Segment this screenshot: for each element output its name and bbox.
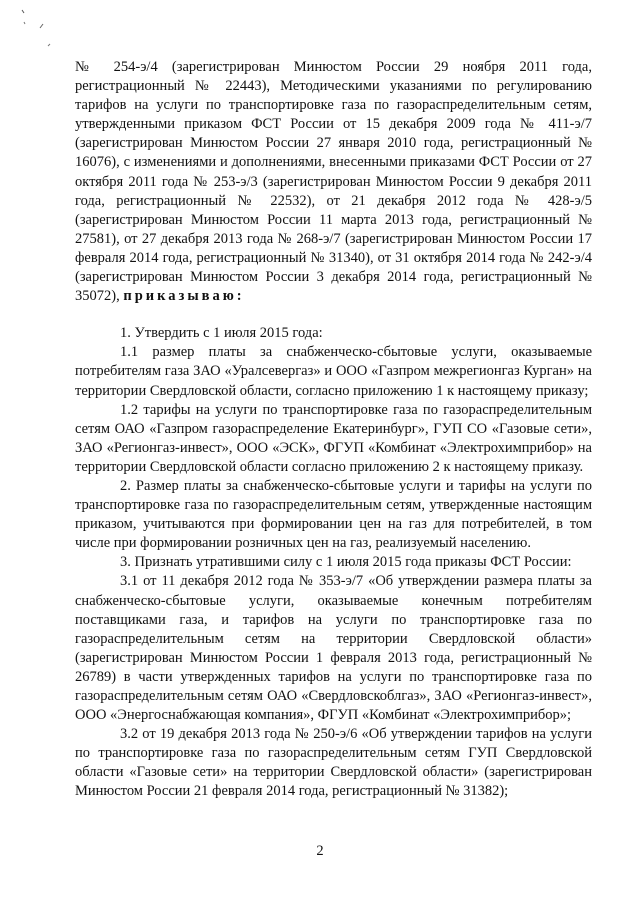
- paragraph-3-2: 3.2 от 19 декабря 2013 года № 250-э/6 «Об утверждении тарифов на услуги по транспортировке газа по газораспределительным сетям ГУП Свердловской области «Газовые сети» на территории Свердловской области» (зарегистрирован Минюстом России 21 февраля 2014 года, регистрационный № 31382);: [75, 726, 592, 800]
- paragraph-3-1: 3.1 от 11 декабря 2012 года № 353-э/7 «Об утверждении размера платы за снабженческо-сбытовые услуги, оказываемые конечным потребителям поставщиками газа, и тарифов на услуги по транспортировке газа по газораспределительным сетям на территории Свердловской области» (зарегистрирован Минюстом России 1 февраля 2013 года, регистрационный № 26789) в части утвержденных тарифов на услуги по транспортировке газа по газораспределительным сетям ОАО «Свердловскоблгаз», ЗАО «Регионгаз-инвест», ООО «Энергоснабжающая компания», ФГУП «Комбинат «Электрохимприбор»;: [75, 573, 592, 724]
- paragraph-2: 2. Размер платы за снабженческо-сбытовые услуги и тарифы на услуги по транспортировке газа по газораспределительным сетям, утвержденные настоящим приказом, учитываются при формировании цен на газ для потребителей, в том числе при формировании розничных цен на газ, реализуемый населению.: [75, 477, 592, 552]
- paragraph-intro: [75, 58, 592, 306]
- paragraph-1-1: 1.1 размер платы за снабженческо-сбытовые услуги, оказываемые потребителям газа ЗАО «Уралсевергаз» и ООО «Газпром межрегионгаз Курган» на территории Свердловской области, согласно приложению 1 к настоящему приказу;: [75, 344, 592, 399]
- paragraph-1-2: 1.2 тарифы на услуги по транспортировке газа по газораспределительным сетям ОАО «Газпром газораспределение Екатеринбург», ГУП СО «Газовые сети», ЗАО «Регионгаз-инвест», ООО «ЭСК», ФГУП «Комбинат «Электрохимприбор» на территории Свердловской области согласно приложению 2 к настоящему приказу.: [75, 401, 592, 475]
- document-body: [75, 58, 592, 802]
- scan-marks: [18, 6, 78, 56]
- paragraph-3: 3. Признать утратившими силу с 1 июля 2015 года приказы ФСТ России:: [120, 554, 572, 571]
- paragraph-gap: [75, 306, 592, 324]
- page-number: 2: [316, 843, 324, 859]
- order-word: приказываю:: [123, 288, 245, 305]
- paragraph-1: 1. Утвердить с 1 июля 2015 года:: [120, 325, 323, 342]
- intro-text: № 254-э/4 (зарегистрирован Минюстом России 29 ноября 2011 года, регистрационный № 22443), Методическими указаниями по регулированию тарифов на услуги по транспортировке газа по газораспределительным сетям, утвержденными приказом ФСТ России от 15 декабря 2009 года № 411-э/7 (зарегистрирован Минюстом России 27 января 2010 года, регистрационный № 16076), с изменениями и дополнениями, внесенными приказами ФСТ России от 27 октября 2011 года № 253-э/3 (зарегистрирован Минюстом России 9 декабря 2011 года, регистрационный № 22532), от 21 декабря 2012 года № 428-э/5 (зарегистрирован Минюстом России 11 марта 2013 года, регистрационный № 27581), от 27 декабря 2013 года № 268-э/7 (зарегистрирован Минюстом России 17 февраля 2014 года, регистрационный № 31340), от 31 октября 2014 года № 242-э/4 (зарегистрирован Минюстом России 3 декабря 2014 года, регистрационный № 35072),: [75, 59, 592, 305]
